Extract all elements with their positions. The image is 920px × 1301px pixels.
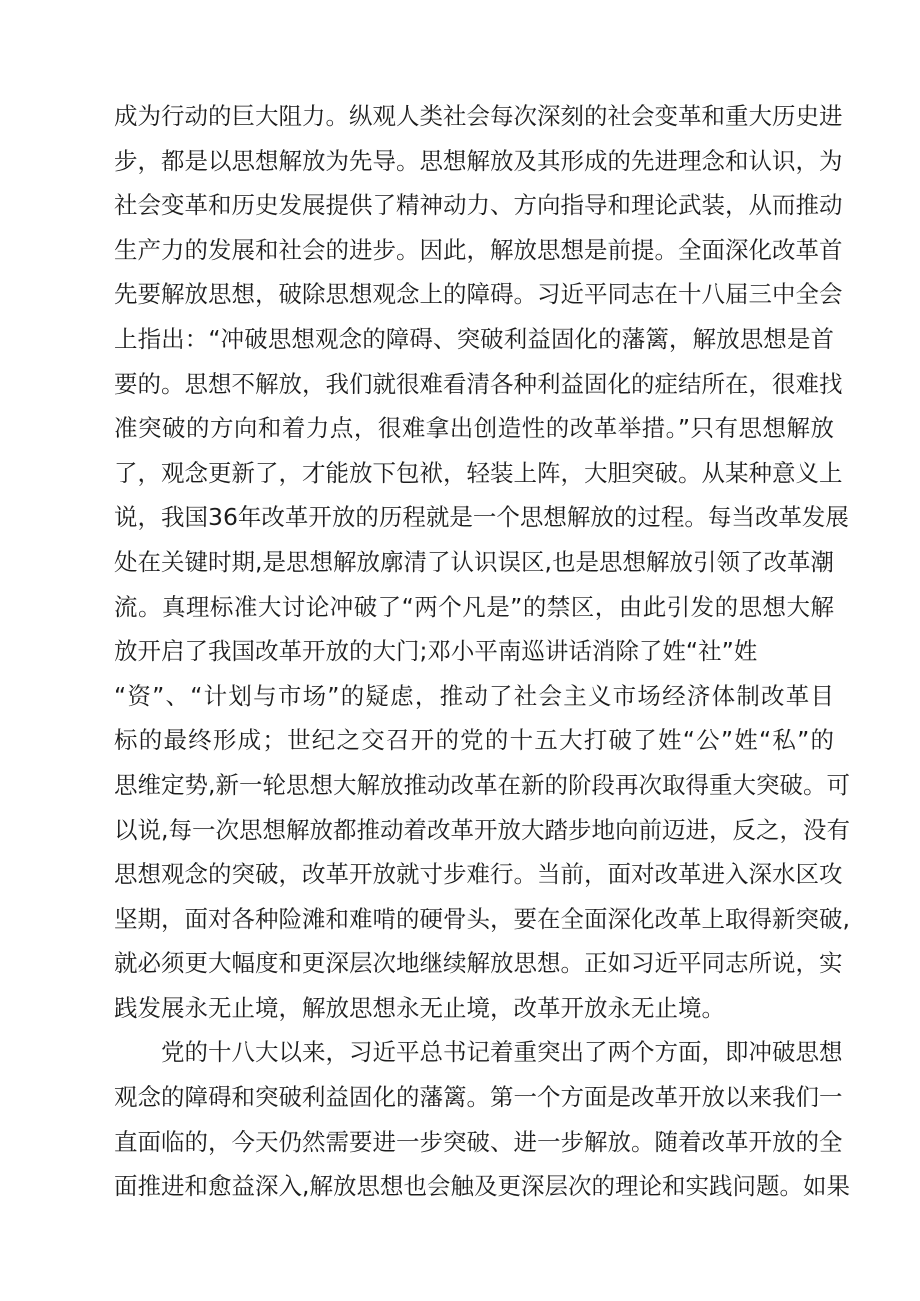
- text-line: 标的最终形成；世纪之交召开的党的十五大打破了姓“公”姓“私”的: [114, 726, 834, 755]
- paragraph-1: [114, 94, 850, 1030]
- text-line: 以说,每一次思想解放都推动着改革开放大踏步地向前迈进，反之，没有: [114, 815, 850, 844]
- text-line: 说，我国36年改革开放的历程就是一个思想解放的过程。每当改革发展: [114, 503, 849, 532]
- text-line: 社会变革和历史发展提供了精神动力、方向指导和理论武装，从而推动: [114, 191, 843, 220]
- text-line: 直面临的，今天仍然需要进一步突破、进一步解放。随着改革开放的全: [114, 1127, 843, 1156]
- text-line: 先要解放思想，破除思想观念上的障碍。习近平同志在十八届三中全会: [114, 280, 843, 309]
- text-line: 党的十八大以来，习近平总书记着重突出了两个方面，即冲破思想: [161, 1038, 843, 1067]
- text-line: 观念的障碍和突破利益固化的藩篱。第一个方面是改革开放以来我们一: [114, 1083, 843, 1112]
- text-line: 了，观念更新了，才能放下包袱，轻装上阵，大胆突破。从某种意义上: [114, 458, 843, 487]
- text-line: 要的。思想不解放，我们就很难看清各种利益固化的症结所在，很难找: [114, 369, 843, 398]
- text-line: 生产力的发展和社会的进步。因此，解放思想是前提。全面深化改革首: [114, 235, 843, 264]
- text-line: “资”、“计划与市场”的疑虑，推动了社会主义市场经济体制改革目: [114, 681, 834, 710]
- text-line: 就必须更大幅度和更深层次地继续解放思想。正如习近平同志所说，实: [114, 949, 843, 978]
- text-line: 坚期，面对各种险滩和难啃的硬骨头，要在全面深化改革上取得新突破,: [114, 904, 850, 933]
- text-line: 处在关键时期,是思想解放廓清了认识误区,也是思想解放引领了改革潮: [114, 547, 834, 576]
- paragraph-2: [114, 1030, 850, 1208]
- text-line: 上指出：“冲破思想观念的障碍、突破利益固化的藩篱，解放思想是首: [114, 324, 834, 353]
- text-line: 放开启了我国改革开放的大门;邓小平南巡讲话消除了姓“社”姓: [114, 637, 758, 666]
- text-line: 准突破的方向和着力点，很难拿出创造性的改革举措。”只有思想解放: [114, 414, 834, 443]
- text-line: 步，都是以思想解放为先导。思想解放及其形成的先进理念和认识，为: [114, 146, 843, 175]
- text-line: 流。真理标准大讨论冲破了“两个凡是”的禁区，由此引发的思想大解: [114, 592, 834, 621]
- text-line: 践发展永无止境，解放思想永无止境，改革开放永无止境。: [114, 993, 725, 1022]
- text-line: 成为行动的巨大阻力。纵观人类社会每次深刻的社会变革和重大历史进: [114, 102, 843, 130]
- text-line: 思维定势,新一轮思想大解放推动改革在新的阶段再次取得重大突破。可: [114, 770, 850, 799]
- text-line: 思想观念的突破，改革开放就寸步难行。当前，面对改革进入深水区攻: [114, 860, 843, 889]
- body-text: [114, 94, 850, 1209]
- text-line: 面推进和愈益深入,解放思想也会触及更深层次的理论和实践问题。如果: [114, 1172, 850, 1201]
